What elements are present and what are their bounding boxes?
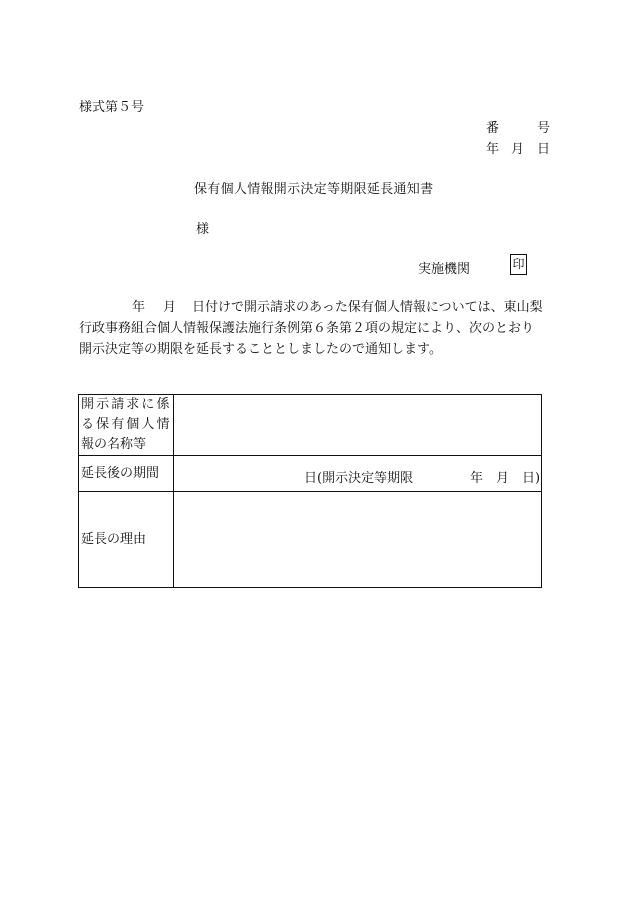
body-month: 月 [163,300,177,315]
seal-mark: 印 [510,254,527,275]
period-year: 年 [470,471,484,486]
period-day: 日 [304,471,318,486]
value-extended-period[interactable] [174,456,542,492]
label-reason: 延長の理由 [79,492,174,588]
addressee-honorific: 様 [196,222,210,237]
period-day-close: 日) [522,471,541,486]
body-line2: 行政事務組合個人情報保護法施行条例第６条第２項の規定により、次のとおり [79,321,535,336]
ref-ban: 番 [486,121,500,136]
period-month: 月 [496,471,510,486]
info-table [78,394,542,588]
document-title: 保有個人情報開示決定等期限延長通知書 [194,182,434,197]
label-info-name: 開示請求に係 る保有個人情 報の名称等 [79,395,174,456]
form-number: 様式第５号 [79,100,145,115]
date-month: 月 [511,142,525,157]
body-line3: 開示決定等の期限を延長することとしましたので通知します。 [79,342,442,357]
date-year: 年 [486,142,500,157]
value-reason[interactable] [174,492,542,588]
table-row-info-name [79,395,542,456]
body-year: 年 [132,300,146,315]
agency-label: 実施機関 [418,262,471,277]
date-day: 日 [536,142,550,157]
notice-body [79,297,549,360]
value-info-name[interactable] [174,395,542,456]
label-extended-period: 延長後の期間 [79,456,174,492]
body-line1: 日付けで開示請求のあった保有個人情報については、東山梨 [192,300,543,315]
period-deadline-label: (開示決定等期限 [317,471,414,486]
table-row-reason [79,492,542,588]
table-row-extended-period [79,456,542,492]
ref-go: 号 [536,121,550,136]
